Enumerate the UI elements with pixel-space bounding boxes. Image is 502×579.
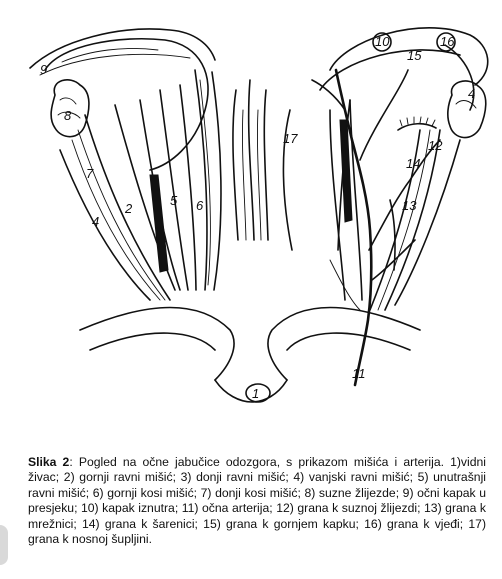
label-7: 7 [86, 166, 94, 181]
label-2: 2 [125, 201, 133, 216]
caption-text: : Pogled na očne jabučice odozgora, s prikazom mišića i arterija. 1)vidni živac; 2) gornji ravni mišić; 3) donji ravni mišić; 4) vanjski ravni mišić; 5) unutrašnji ravni mišić; 6) gornji kosi mišić; 7) donji kosi mišić; 8) suzne žlijezde; 9) očni kapak u presjeku; 10) kapak iznutra; 11) očna arterija; 12) grana k suznoj žlijezdi; 13) grana k mrežnici; 14) grana k šarenici; 15) grana k gornjem kapku; 16) grana k vjeđi; 17) grana k nosnoj šupljini. [28, 455, 486, 547]
right-lacrimal-gland [448, 81, 486, 138]
nasal-septum [233, 80, 292, 250]
label-16: 16 [440, 34, 455, 49]
label-6: 6 [196, 198, 204, 213]
scrollbar-edge [0, 525, 8, 565]
label-12: 12 [428, 138, 443, 153]
caption-title: Slika 2 [28, 455, 70, 469]
right-eyelid-lashes [398, 117, 436, 130]
label-3: 3 [155, 224, 163, 239]
label-4: 4 [92, 214, 100, 229]
label-10: 10 [375, 34, 390, 49]
label-4-right: 4 [468, 86, 476, 101]
label-8: 8 [64, 108, 72, 123]
label-1: 1 [252, 386, 260, 401]
figure-labels [40, 34, 475, 401]
label-13: 13 [402, 198, 417, 213]
label-17: 17 [283, 131, 298, 146]
label-15: 15 [407, 48, 422, 63]
left-muscles [60, 70, 221, 300]
figure-caption [28, 455, 486, 547]
label-14: 14 [406, 156, 421, 171]
label-9: 9 [40, 62, 48, 77]
label-11: 11 [352, 366, 366, 381]
right-eyeball [320, 28, 488, 110]
label-5: 5 [170, 193, 178, 208]
